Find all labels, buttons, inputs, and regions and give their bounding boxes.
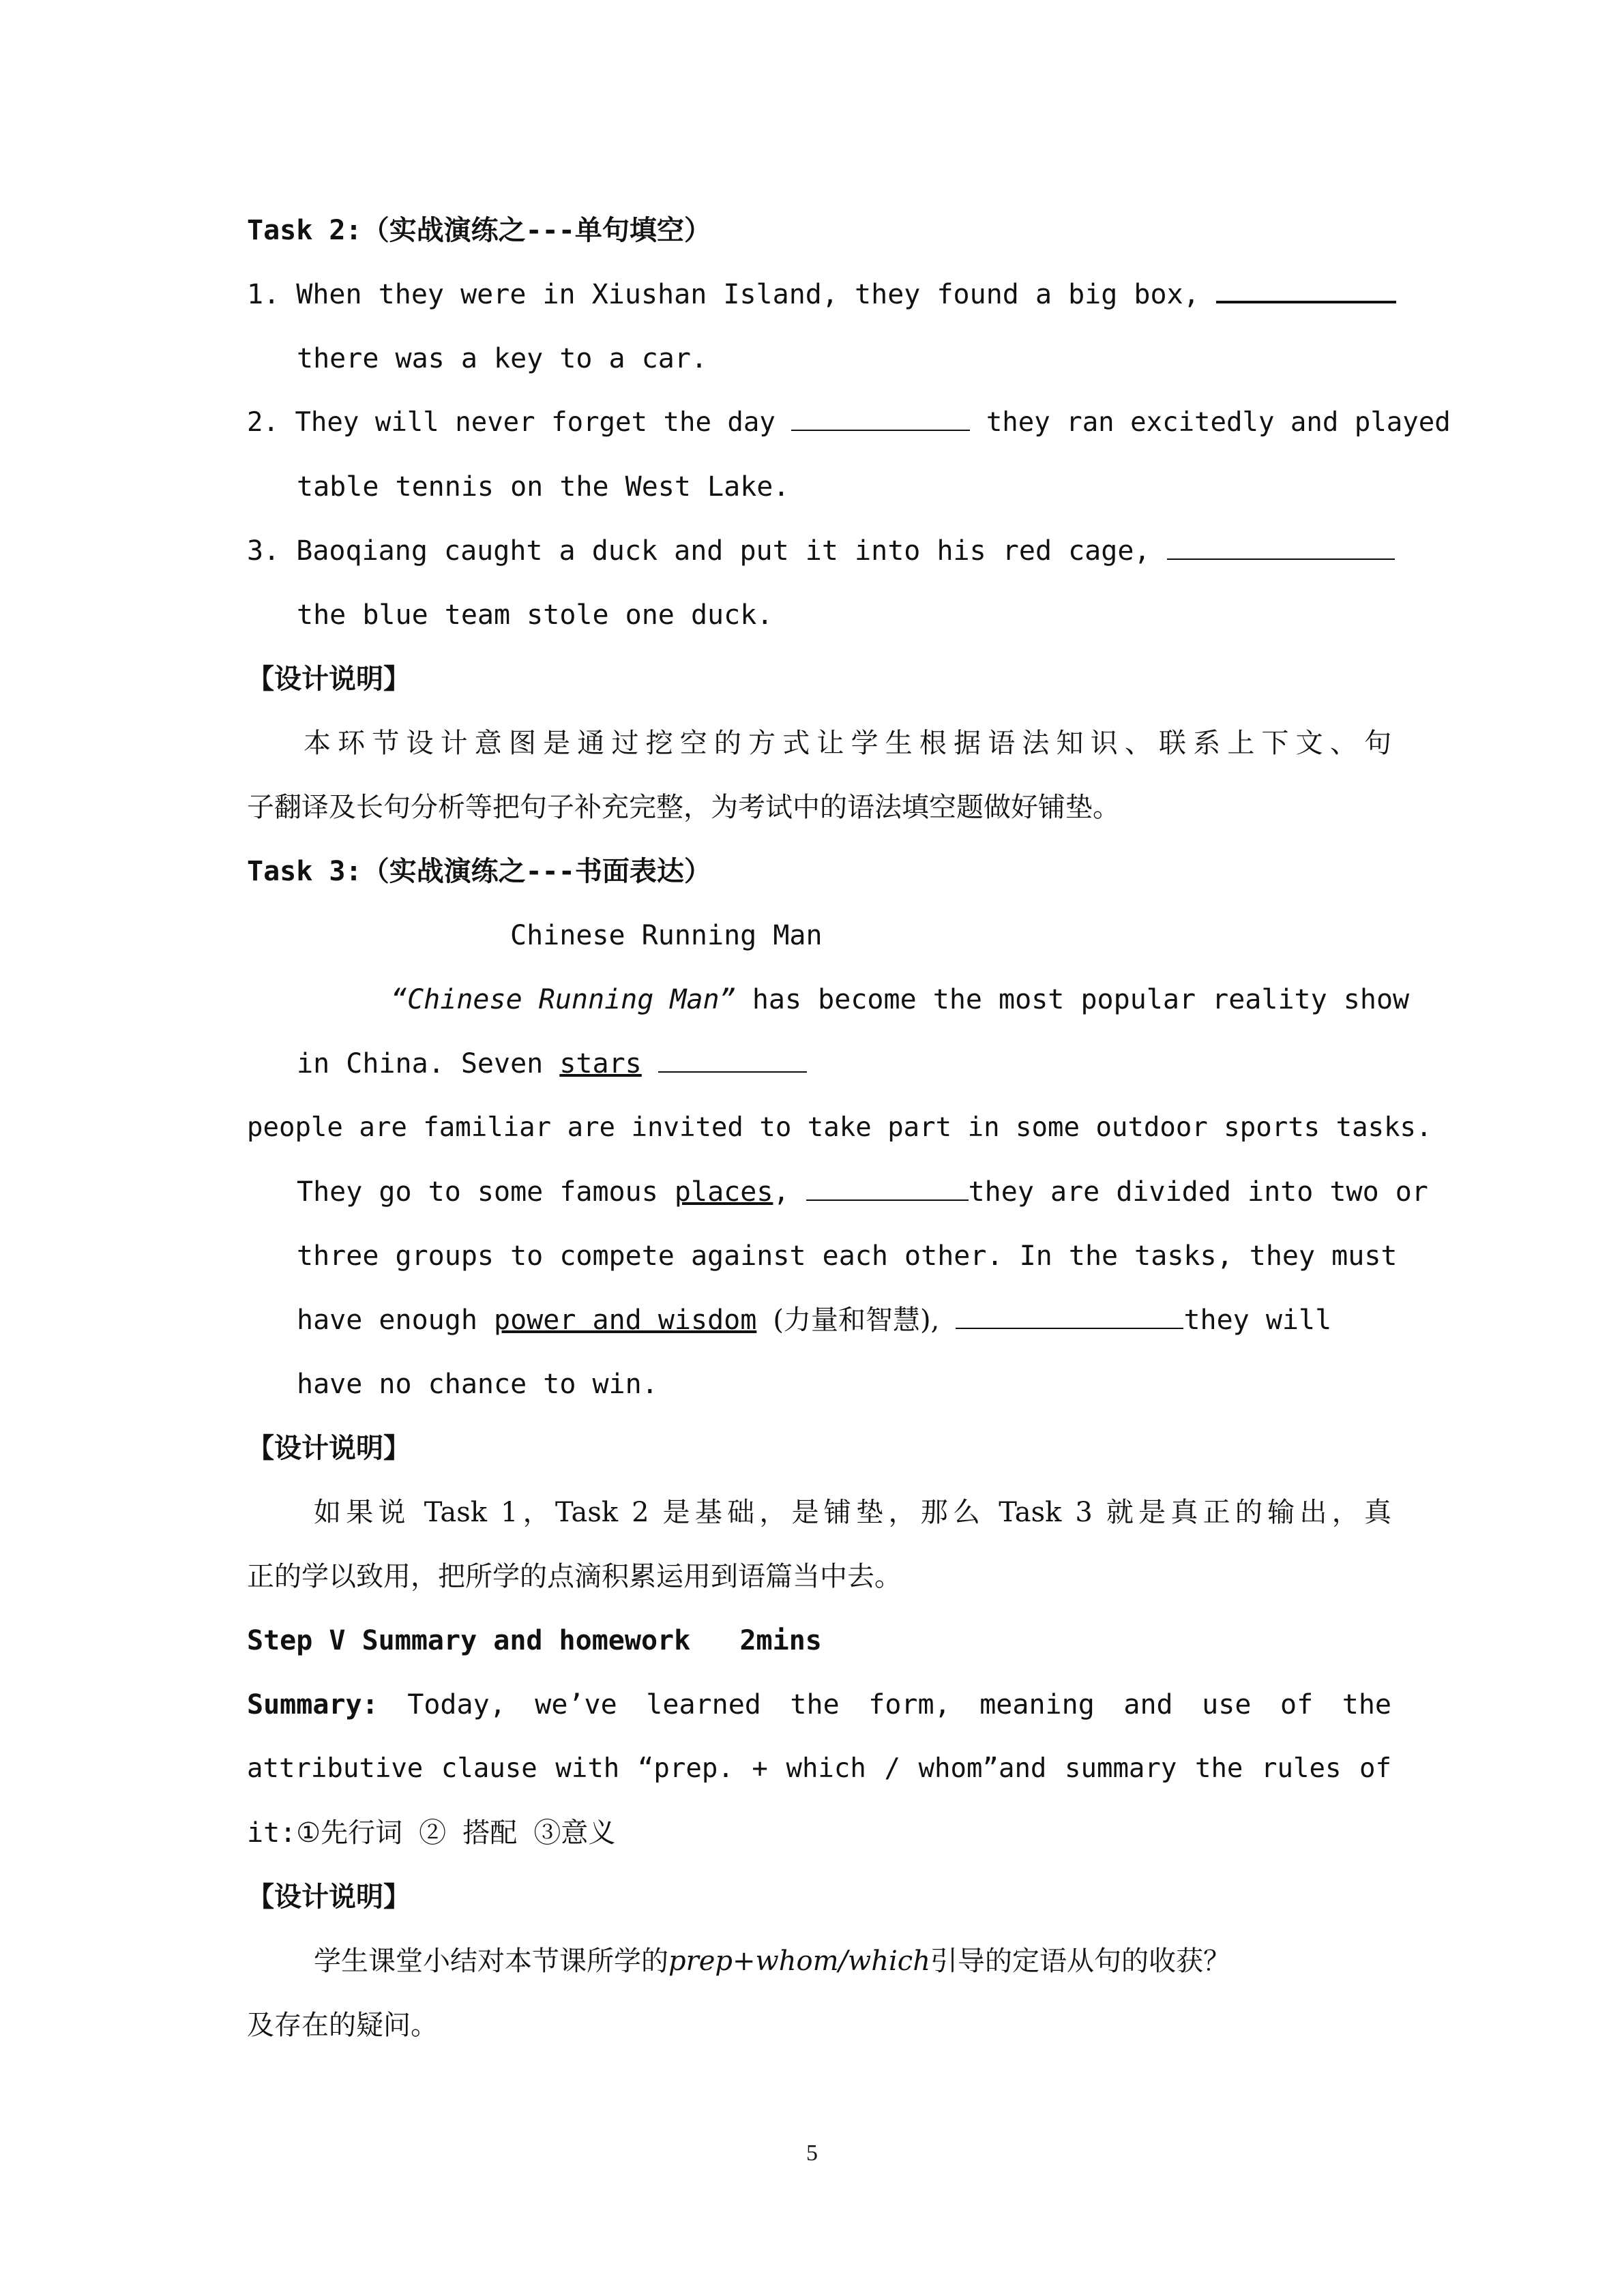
page-number: 5	[806, 2141, 818, 2166]
design-note-1-line-2: 子翻译及长句分析等把句子补充完整，为考试中的语法填空题做好铺垫。	[247, 792, 1120, 823]
task2-question-2-line-1: 2. They will never forget the day they ran excitedly and played	[247, 402, 1391, 443]
design-note-heading-3: 【设计说明】	[247, 1881, 411, 1913]
task2-question-2-line-2: table tennis on the West Lake.	[297, 471, 790, 503]
design-note-1-line-1: 本环节设计意图是通过挖空的方式让学生根据语法知识、联系上下文、句	[304, 728, 1391, 759]
essay-line-4: They go to some famous places, they are divided into two or	[297, 1176, 1428, 1208]
task2-question-1-line-1: 1. When they were in Xiushan Island, they found a big box,	[247, 274, 1391, 315]
essay-line-7: have no chance to win.	[297, 1369, 658, 1400]
task2-question-3-line-1: 3. Baoqiang caught a duck and put it into his red cage,	[247, 531, 1391, 571]
essay-line-1: “Chinese Running Man” has become the most popular reality show	[391, 984, 1410, 1015]
essay-line-2: in China. Seven stars	[297, 1043, 1391, 1084]
answer-blank-6[interactable]	[956, 1303, 1183, 1329]
design-note-3-line-2: 及存在的疑问。	[247, 2010, 438, 2041]
design-note-heading-2: 【设计说明】	[247, 1432, 411, 1464]
essay-line-6: have enough power and wisdom (力量和智慧), they will	[297, 1304, 1332, 1336]
design-note-2-line-2: 正的学以致用，把所学的点滴积累运用到语篇当中去。	[247, 1561, 902, 1592]
summary-line-3: it:①先行词 ② 搭配 ③意义	[247, 1817, 616, 1849]
essay-title: Chinese Running Man	[510, 920, 823, 951]
answer-blank-3[interactable]	[1167, 534, 1395, 560]
design-note-heading-1: 【设计说明】	[247, 663, 411, 695]
summary-line-1: Summary: Today, we’ve learned the form, meaning and use of the	[247, 1689, 1391, 1720]
answer-blank-1[interactable]	[1216, 276, 1396, 303]
essay-line-5: three groups to compete against each other. In the tasks, they must	[297, 1240, 1398, 1272]
essay-line-3: people are familiar are invited to take part in some outdoor sports tasks.	[247, 1112, 1432, 1143]
task2-heading: Task 2:（实战演练之---单句填空）	[247, 215, 711, 246]
design-note-3-line-1: 学生课堂小结对本节课所学的prep+whom/which引导的定语从句的收获？	[314, 1945, 1230, 1977]
answer-blank-5[interactable]	[806, 1175, 969, 1201]
summary-line-2: attributive clause with “prep. + which / whom”and summary the rules of	[247, 1753, 1391, 1784]
answer-blank-2[interactable]	[791, 405, 970, 431]
task3-heading: Task 3:（实战演练之---书面表达）	[247, 856, 711, 887]
answer-blank-4[interactable]	[658, 1047, 807, 1073]
step5-heading: Step V Summary and homework 2mins	[247, 1625, 822, 1656]
task2-question-1-line-2: there was a key to a car.	[297, 343, 708, 374]
task2-question-3-line-2: the blue team stole one duck.	[297, 599, 773, 631]
design-note-2-line-1: 如果说 Task 1，Task 2 是基础，是铺垫，那么 Task 3 就是真正的输出，真	[314, 1497, 1391, 1528]
